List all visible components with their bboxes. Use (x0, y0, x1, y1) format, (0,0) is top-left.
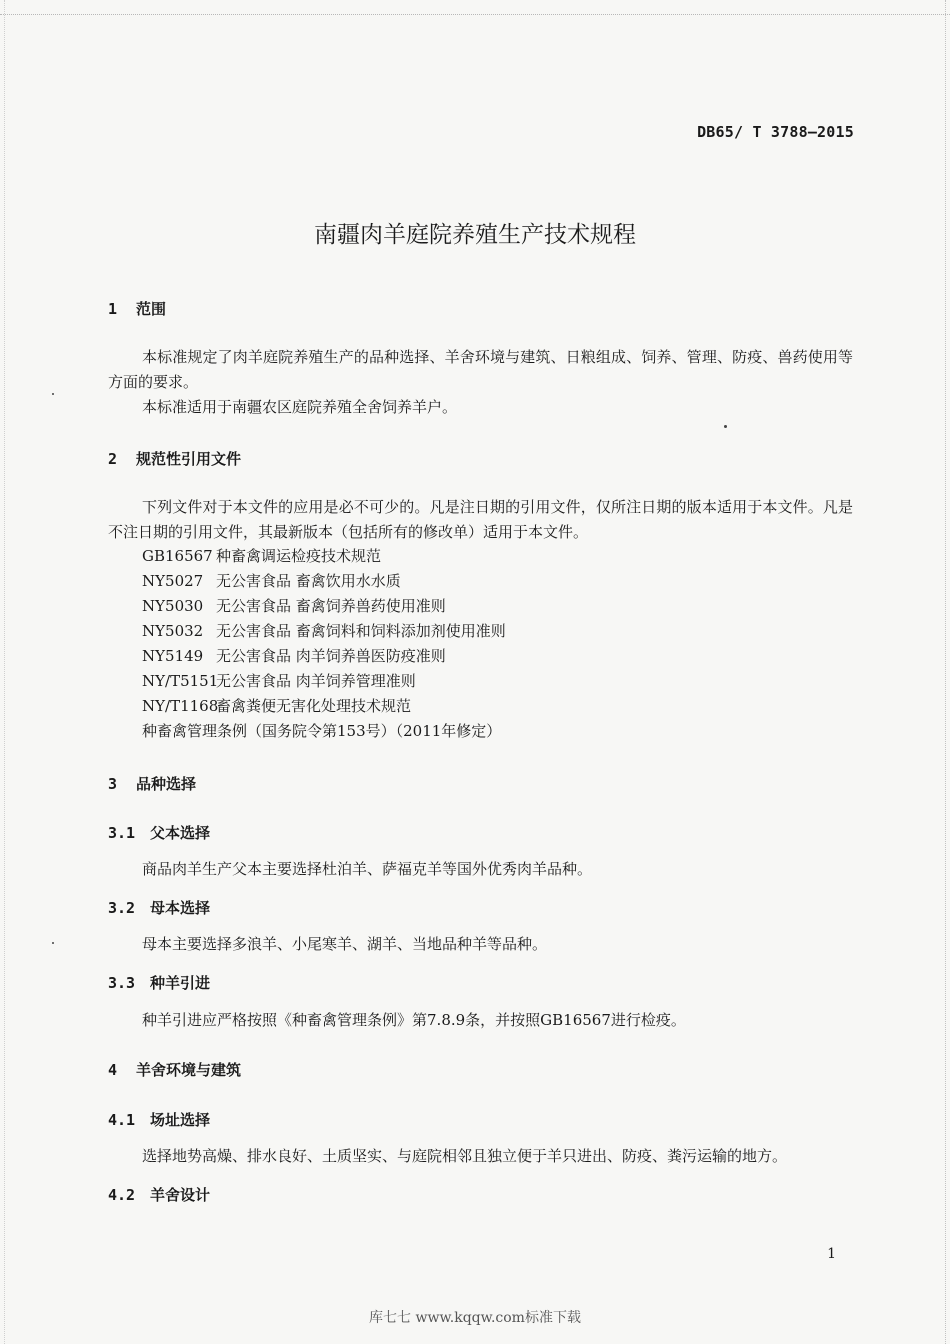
reference-code: NY5027 (142, 572, 204, 590)
subsection-number: 3.1 (108, 824, 136, 842)
reference-title: 无公害食品 肉羊饲养兽医防疫准则 (216, 647, 446, 665)
section-number: 3 (108, 775, 118, 793)
reference-title: 无公害食品 畜禽饮用水水质 (216, 572, 401, 590)
scan-top-edge (0, 0, 950, 15)
subsection-3-1-text: 商品肉羊生产父本主要选择杜泊羊、萨福克羊等国外优秀肉羊品种。 (142, 860, 593, 878)
subsection-title: 羊舍设计 (150, 1186, 211, 1204)
section-title: 范围 (136, 300, 167, 318)
scan-speck (52, 942, 54, 944)
subsection-3-2-text: 母本主要选择多浪羊、小尾寒羊、湖羊、当地品种羊等品种。 (142, 935, 548, 953)
reference-item (142, 595, 446, 616)
subsection-4-1-heading (108, 1109, 210, 1130)
subsection-3-3-heading (108, 972, 210, 993)
section-number: 1 (108, 300, 118, 318)
section-title: 规范性引用文件 (136, 450, 242, 468)
section-4-heading (108, 1059, 241, 1080)
section-title: 羊舍环境与建筑 (136, 1061, 242, 1079)
page-number: 1 (827, 1246, 836, 1262)
reference-item (142, 645, 446, 666)
scan-speck (724, 425, 727, 428)
subsection-title: 母本选择 (150, 899, 211, 917)
section-1-paragraph-1: 本标准规定了肉羊庭院养殖生产的品种选择、羊舍环境与建筑、日粮组成、饲养、管理、防疫、兽药使用等方面的要求。 (108, 348, 853, 391)
reference-item (142, 545, 381, 566)
section-1-heading (108, 298, 166, 319)
section-3-heading (108, 773, 196, 794)
reference-code: NY/T1168 (142, 697, 219, 715)
reference-item (142, 620, 506, 641)
subsection-4-2-heading (108, 1184, 210, 1205)
reference-code: NY5149 (142, 647, 204, 665)
subsection-title: 种羊引进 (150, 974, 211, 992)
reference-code: NY5032 (142, 622, 204, 640)
subsection-3-1-heading (108, 822, 210, 843)
reference-title: 畜禽粪便无害化处理技术规范 (216, 697, 412, 715)
reference-item: 种畜禽管理条例（国务院令第153号）（2011年修定） (142, 722, 502, 740)
reference-title: 种畜禽调运检疫技术规范 (216, 547, 382, 565)
reference-item (142, 570, 401, 591)
subsection-title: 父本选择 (150, 824, 211, 842)
subsection-3-3-text: 种羊引进应严格按照《种畜禽管理条例》第7.8.9条，并按照GB16567进行检疫。 (142, 1011, 686, 1029)
subsection-number: 4.1 (108, 1111, 136, 1129)
section-2-heading (108, 448, 241, 469)
section-number: 2 (108, 450, 118, 468)
reference-code: NY/T5151 (142, 672, 219, 690)
document-number: DB65/ T 3788—2015 (697, 123, 854, 141)
reference-code: NY5030 (142, 597, 204, 615)
scan-left-edge (0, 0, 5, 1344)
subsection-number: 3.3 (108, 974, 136, 992)
section-1-paragraph-2: 本标准适用于南疆农区庭院养殖全舍饲养羊户。 (142, 398, 458, 416)
reference-item (142, 695, 411, 716)
scan-speck (52, 393, 54, 395)
document-title: 南疆肉羊庭院养殖生产技术规程 (314, 222, 636, 248)
scan-right-edge (945, 0, 950, 1344)
section-2-paragraph: 下列文件对于本文件的应用是必不可少的。凡是注日期的引用文件，仅所注日期的版本适用于本文件。凡是不注日期的引用文件，其最新版本（包括所有的修改单）适用于本文件。 (108, 498, 853, 541)
subsection-number: 4.2 (108, 1186, 136, 1204)
reference-title: 无公害食品 肉羊饲养管理准则 (216, 672, 416, 690)
section-title: 品种选择 (136, 775, 197, 793)
reference-item (142, 670, 416, 691)
subsection-title: 场址选择 (150, 1111, 211, 1129)
reference-code: GB16567 (142, 547, 213, 565)
subsection-4-1-text: 选择地势高燥、排水良好、土质坚实、与庭院相邻且独立便于羊只进出、防疫、粪污运输的地方。 (142, 1147, 788, 1165)
reference-title: 无公害食品 畜禽饲料和饲料添加剂使用准则 (216, 622, 506, 640)
footer-watermark: 库七七 www.kqqw.com标准下载 (369, 1310, 581, 1326)
section-number: 4 (108, 1061, 118, 1079)
reference-title: 无公害食品 畜禽饲养兽药使用准则 (216, 597, 446, 615)
subsection-3-2-heading (108, 897, 210, 918)
subsection-number: 3.2 (108, 899, 136, 917)
